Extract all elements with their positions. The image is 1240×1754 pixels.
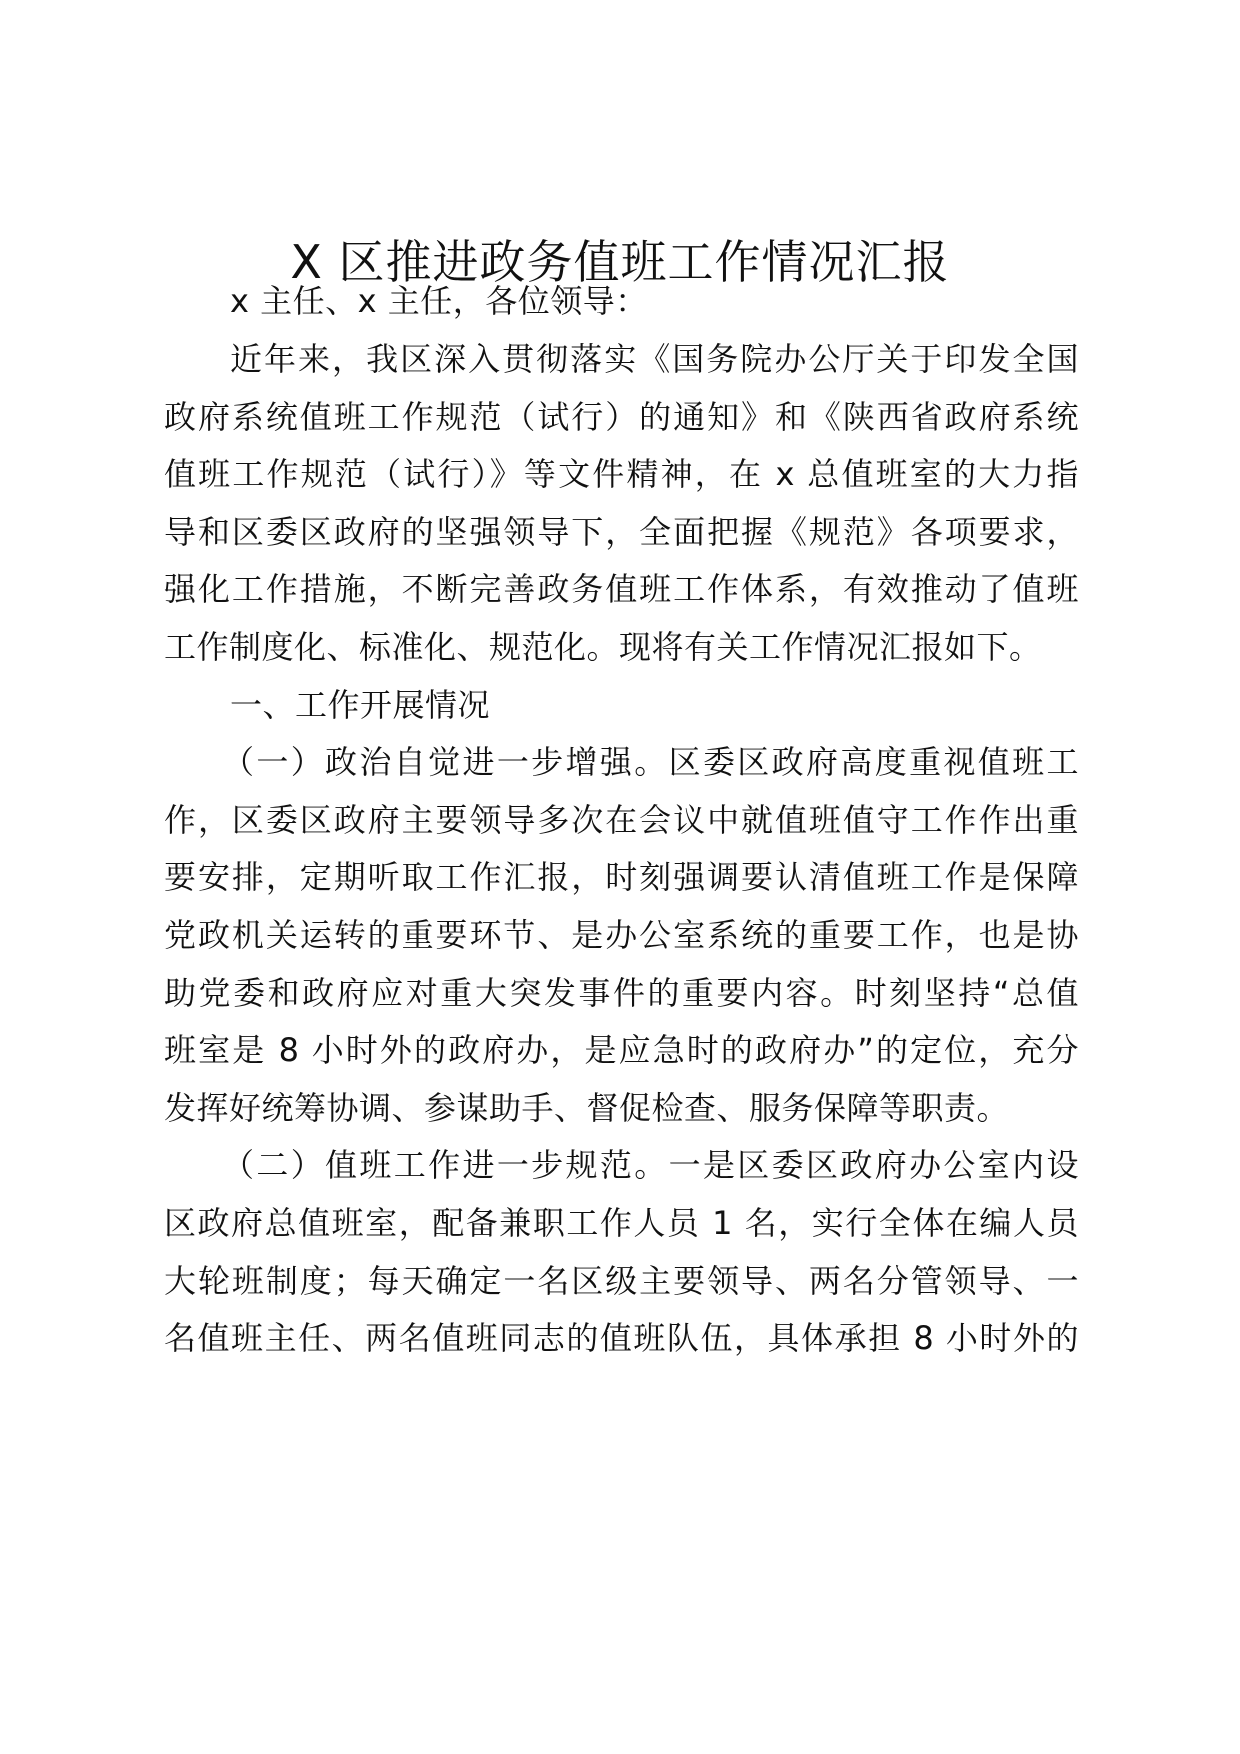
paragraph-line: 区政府总值班室，配备兼职工作人员 1 名，实行全体在编人员	[164, 1204, 1079, 1242]
paragraph-line: 要安排，定期听取工作汇报，时刻强调要认清值班工作是保障	[164, 858, 1079, 896]
paragraph-line: 近年来，我区深入贯彻落实《国务院办公厅关于印发全国	[230, 340, 1079, 378]
paragraph-line: 工作制度化、标准化、规范化。现将有关工作情况汇报如下。	[164, 628, 1042, 666]
paragraph-line: 值班工作规范（试行）》等文件精神，在 x 总值班室的大力指	[164, 455, 1079, 493]
paragraph-line: 强化工作措施，不断完善政务值班工作体系，有效推动了值班	[164, 570, 1079, 608]
paragraph-line: 党政机关运转的重要环节、是办公室系统的重要工作，也是协	[164, 916, 1079, 954]
paragraph-line: 助党委和政府应对重大突发事件的重要内容。时刻坚持“总值	[164, 974, 1079, 1012]
paragraph-line: 发挥好统筹协调、参谋助手、督促检查、服务保障等职责。	[164, 1089, 1010, 1127]
paragraph-line: 政府系统值班工作规范（试行）的通知》和《陕西省政府系统	[164, 398, 1079, 436]
paragraph-line: 作，区委区政府主要领导多次在会议中就值班值守工作作出重	[164, 801, 1079, 839]
document-title: X 区推进政务值班工作情况汇报	[290, 235, 950, 289]
paragraph-line: 大轮班制度；每天确定一名区级主要领导、两名分管领导、一	[164, 1262, 1079, 1300]
paragraph-line: 导和区委区政府的坚强领导下，全面把握《规范》各项要求，	[164, 513, 1079, 551]
paragraph-line: （二）值班工作进一步规范。一是区委区政府办公室内设	[222, 1146, 1079, 1184]
salutation: x 主任、x 主任，各位领导：	[230, 282, 648, 320]
paragraph-line: 班室是 8 小时外的政府办，是应急时的政府办”的定位，充分	[164, 1031, 1079, 1069]
paragraph-line: （一）政治自觉进一步增强。区委区政府高度重视值班工	[222, 743, 1079, 781]
paragraph-line: 名值班主任、两名值班同志的值班队伍，具体承担 8 小时外的	[164, 1319, 1079, 1357]
section-heading: 一、工作开展情况	[230, 686, 491, 724]
